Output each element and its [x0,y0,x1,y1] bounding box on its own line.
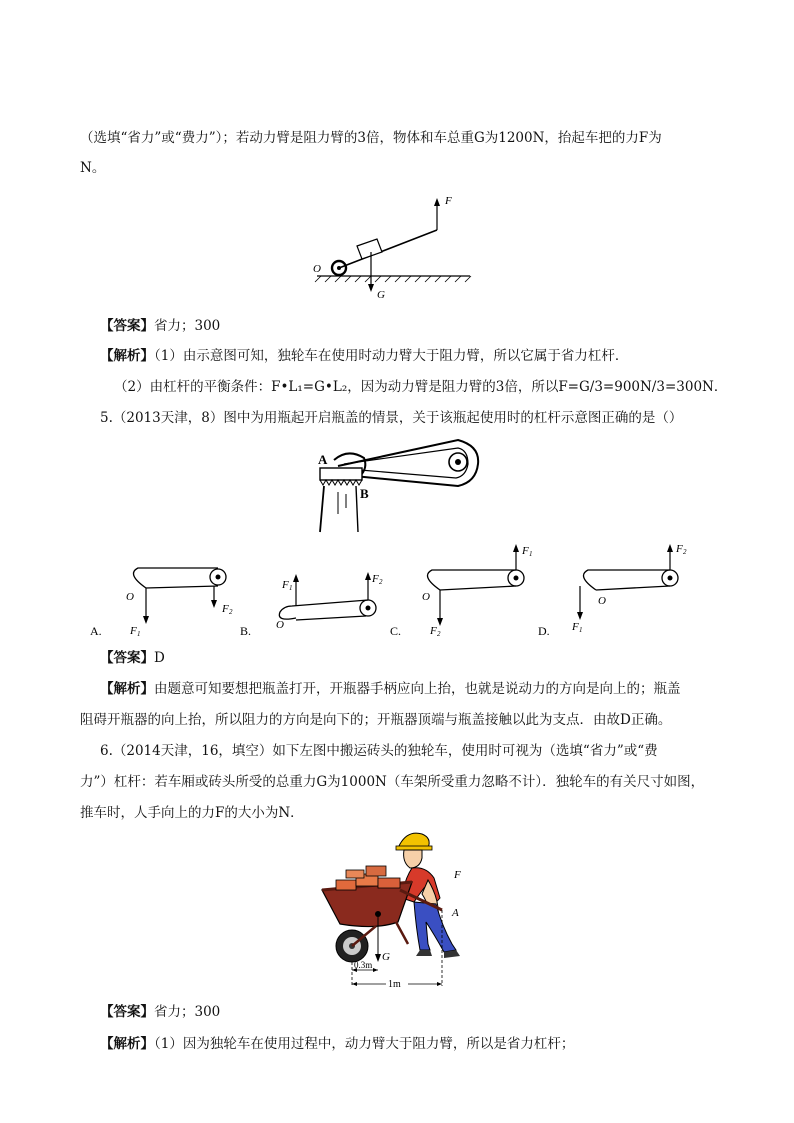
q4-stem-line2: N。 [80,160,106,176]
q4-analysis1 [100,346,628,366]
q5-stem: 5.（2013天津，8）图中为用瓶起开启瓶盖的情景，关于该瓶起使用时的杠杆示意图正确的是（） [100,410,683,426]
q4-analysis2: （2）由杠杆的平衡条件：F•L₁=G•L₂，因为动力臂是阻力臂的3倍，所以F=G/3=900N/3=300N． [114,379,728,395]
answer-text: D [154,650,165,666]
option-d-F2-sub: 2 [683,548,687,556]
answer-tag: 【答案】 [100,1004,154,1020]
option-b-F2-sub: 2 [379,578,383,586]
analysis-text: （1）因为独轮车在使用过程中，动力臂大于阻力臂，所以是省力杠杆； [154,1036,575,1052]
option-a-letter: A. [90,624,102,638]
q6-stem-line3: 推车时，人手向上的力F的大小为N． [80,805,304,821]
option-b-F2: F [372,573,379,585]
option-b-F1-sub: 1 [289,584,293,592]
answer-tag: 【答案】 [100,650,154,666]
option-b-diagram [238,560,388,644]
option-c-F2-sub: 2 [437,630,441,638]
q5-analysis1 [100,679,681,699]
q4-stem-line1: （选填“省力”或“费力”）；若动力臂是阻力臂的3倍，物体和车总重G为1200N，抬起车把的力F为 [80,130,662,146]
option-c-F2: F [430,625,437,637]
label-A: A [318,452,328,467]
label-O: O [313,263,321,275]
analysis-text: （1）由示意图可知，独轮车在使用时动力臂大于阻力臂，所以它属于省力杠杆． [154,348,629,364]
label-G: G [382,951,390,963]
label-F: F [445,195,452,207]
q5-answer [100,648,165,668]
q6-answer [100,1002,220,1022]
q6-stem-line1: 6.（2014天津，16，填空）如下左图中搬运砖头的独轮车，使用时可视为（选填“省力”或“费 [100,743,658,759]
option-d-O: O [598,595,606,607]
q4-answer [100,316,220,336]
option-a-diagram [88,552,248,644]
label-G: G [377,289,385,300]
worker-wheelbarrow-illustration [316,826,476,996]
option-d-F1-sub: 1 [579,626,583,634]
answer-text: 省力；300 [154,318,221,334]
option-a-F1: F [130,625,137,637]
label-0.3m: 0.3m [354,960,373,970]
q6-stem-line2: 力”）杠杆：若车厢或砖头所受的总重力G为1000N（车架所受重力忽略不计）．独轮车的有关尺寸如图， [80,774,705,790]
option-a-F2-sub: 2 [229,608,233,616]
answer-tag: 【答案】 [100,318,154,334]
option-d-diagram [536,540,696,644]
option-c-diagram [388,540,538,644]
analysis-tag: 【解析】 [100,681,154,697]
label-1m: 1m [388,979,401,990]
option-b-F1: F [282,579,289,591]
option-a-O: O [126,591,134,603]
q6-analysis1 [100,1034,574,1054]
option-b-letter: B. [240,624,252,638]
option-a-F1-sub: 1 [137,630,141,638]
option-a-F2: F [222,603,229,615]
option-d-F2: F [676,543,683,555]
label-B: B [360,486,369,501]
label-F: F [454,869,461,881]
analysis-tag: 【解析】 [100,1036,154,1052]
q5-analysis2: 阻碍开瓶器的向上抬，所以阻力的方向是向下的；开瓶器顶端与瓶盖接触以此为支点．由故D正确。 [80,712,672,728]
option-c-F1: F [522,545,529,557]
bottle-opener-scene [308,436,488,536]
analysis-tag: 【解析】 [100,348,154,364]
option-c-O: O [422,591,430,603]
option-b-O: O [276,619,284,631]
label-A: A [452,907,459,919]
wheelbarrow-lever-diagram [305,190,475,300]
option-d-letter: D. [538,624,550,638]
analysis-text: 由题意可知要想把瓶盖打开，开瓶器手柄应向上抬，也就是说动力的方向是向上的；瓶盖 [154,681,681,697]
option-d-F1: F [572,621,579,633]
option-c-letter: C. [390,624,402,638]
option-c-F1-sub: 1 [529,550,533,558]
answer-text: 省力；300 [154,1004,221,1020]
